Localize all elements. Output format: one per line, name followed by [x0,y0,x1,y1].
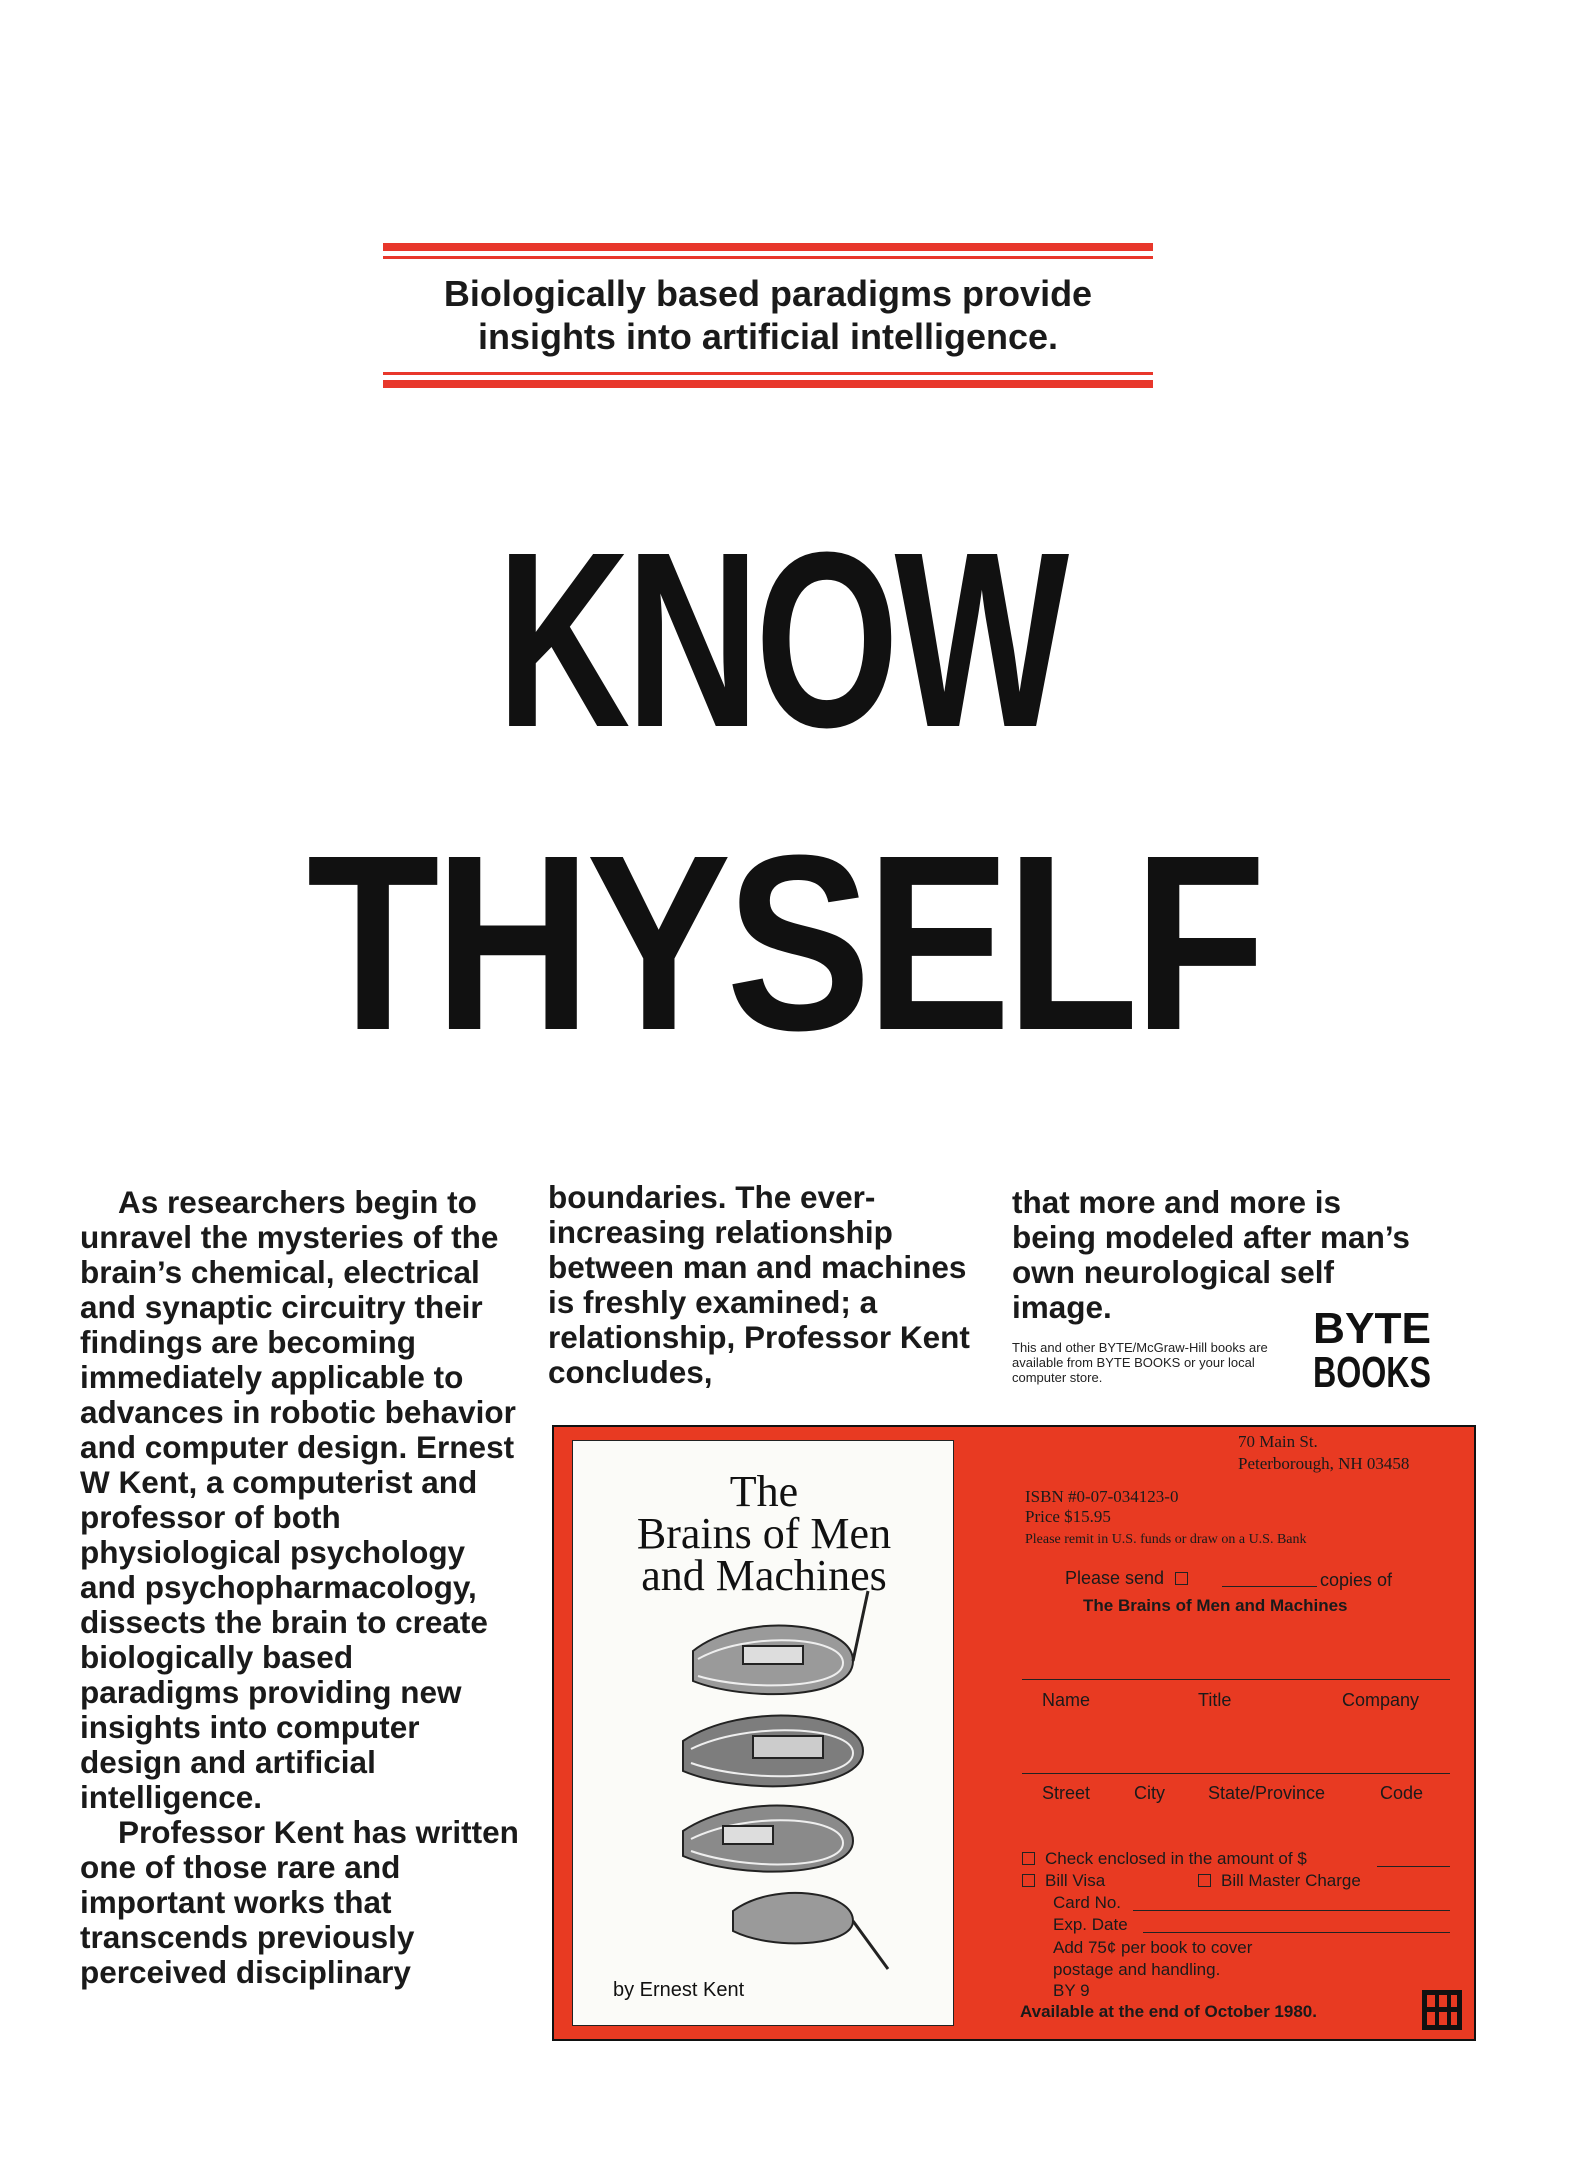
bill-master-charge-option[interactable] [1198,1871,1361,1891]
card-no-label: Card No. [1053,1893,1122,1912]
body-column-2 [548,1180,988,1390]
bill-visa-label: Bill Visa [1045,1871,1106,1890]
tagline-line-1: Biologically based paradigms provide [443,273,1093,314]
tagline-bottom-rule-thick [383,380,1153,388]
copies-quantity-field[interactable] [1222,1586,1317,1587]
book-cover-illustration [653,1591,893,1971]
byte-books-logo [1310,1304,1435,1397]
tagline-bottom-rule-thin [383,372,1153,375]
availability-date: Available at the end of October 1980. [1020,2002,1317,2021]
availability-note: This and other BYTE/McGraw-Hill books are available from BYTE BOOKS or your local computer store. [1012,1340,1268,1385]
city-label: City [1134,1783,1165,1803]
body-column-1 [80,1185,520,1990]
isbn: ISBN #0-07-034123-0 [1025,1487,1179,1506]
publisher-address-line-1: 70 Main St. [1238,1432,1318,1451]
address-field[interactable] [1022,1773,1450,1774]
street-label: Street [1042,1783,1091,1803]
tagline-top-rule-thin [383,256,1153,259]
check-enclosed-option[interactable] [1022,1849,1307,1869]
please-send-text: Please send [1065,1568,1165,1588]
exp-date-label: Exp. Date [1053,1915,1128,1934]
check-amount-field[interactable] [1377,1866,1450,1867]
please-send-label [1065,1568,1198,1588]
book-cover-author: by Ernest Kent [613,1979,745,2001]
title-label: Title [1198,1690,1232,1710]
headline-thyself: THYSELF [306,803,1262,1082]
bill-visa-option[interactable] [1022,1871,1105,1891]
postage-note-line-2: postage and handling. [1053,1960,1221,1979]
code-label: Code [1380,1783,1424,1803]
byte-logo-top: BYTE [1313,1304,1431,1353]
card-no-field[interactable] [1133,1910,1450,1911]
book-cover-title-line-1: The [729,1467,799,1516]
order-book-title: The Brains of Men and Machines [1083,1596,1348,1615]
body-column-3-text: that more and more is being modeled after man’s own neurological self image. [1012,1184,1410,1325]
name-title-company-field[interactable] [1022,1679,1450,1680]
price: Price $15.95 [1025,1507,1111,1526]
book-cover-title-line-2: Brains of Men [636,1509,892,1558]
bill-master-charge-label: Bill Master Charge [1221,1871,1361,1890]
tagline-line-2: insights into artificial intelligence. [477,316,1059,357]
copies-of-label: copies of [1320,1570,1393,1590]
order-code: BY 9 [1053,1981,1090,2000]
bill-master-charge-checkbox[interactable] [1198,1874,1211,1887]
check-enclosed-label: Check enclosed in the amount of $ [1045,1849,1307,1868]
bill-visa-checkbox[interactable] [1022,1874,1035,1887]
book-cover-title [573,1467,955,1600]
body-column-2-text: boundaries. The ever-increasing relationship between man and machines is freshly examined; a relationship, Professor Kent concludes, [548,1179,970,1390]
remit-note: Please remit in U.S. funds or draw on a U.S. Bank [1025,1532,1307,1547]
name-label: Name [1042,1690,1091,1710]
mcgraw-hill-logo [1422,1990,1462,2030]
please-send-checkbox[interactable] [1175,1572,1188,1585]
state-province-label: State/Province [1208,1783,1326,1803]
book-cover [572,1440,954,2026]
publisher-address-line-2: Peterborough, NH 03458 [1238,1454,1410,1473]
byte-logo-bottom: BOOKS [1313,1348,1431,1397]
headline-know: KNOW [496,500,1065,779]
check-enclosed-checkbox[interactable] [1022,1852,1035,1865]
book-cover-title-line-3: and Machines [641,1551,887,1600]
postage-note-line-1: Add 75¢ per book to cover [1053,1938,1253,1957]
tagline-top-rule-thick [383,243,1153,251]
body-paragraph-1: As researchers begin to unravel the mysteries of the brain’s chemical, electrical and synaptic circuitry their findings are becoming immediately applicable to advances in robotic behavior and computer design. Ernest W Kent, a computerist and professor of both physiological psychology and psychopharmacology, dissects the brain to create biologically based paradigms providing new insights into computer design and artificial intelligence. [80,1184,516,1815]
company-label: Company [1342,1690,1420,1710]
exp-date-field[interactable] [1143,1932,1450,1933]
tagline [383,272,1153,358]
body-paragraph-2: Professor Kent has written one of those rare and important works that transcends previously perceived disciplinary [80,1814,519,1990]
